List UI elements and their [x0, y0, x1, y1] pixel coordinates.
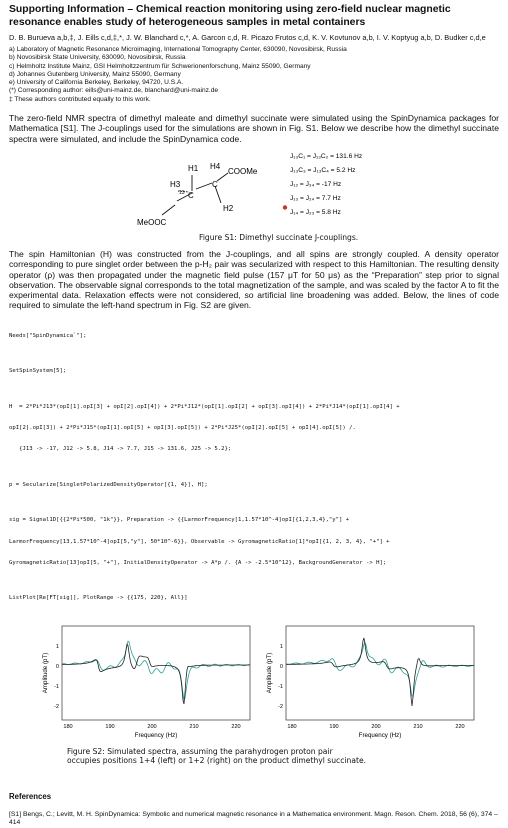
right-y-tick-1: 1 — [279, 643, 283, 650]
mol-label-h2: H2 — [223, 203, 234, 213]
left-experiment-trace — [62, 641, 250, 699]
left-x-tick-220: 220 — [231, 723, 241, 730]
code-line-6: opI[2].opI[3]) + 2*Pi*J15*(opI[1].opI[5] + opI[3].opI[5]) + 2*Pi*J25*(opI[2].opI[5] + opI[4].opI[5]) /. — [9, 425, 356, 432]
left-y-axis-label: Amplitude (pT) — [42, 652, 49, 693]
code-line-9: p = Secularize[SingletPolarizedDensityOperator[{1, 4}], H]; — [9, 481, 208, 488]
equal-contribution-note: ‡ These authors contributed equally to this work. — [9, 95, 151, 103]
affiliation-d: d) Johannes Gutenberg University, Mainz 55090, Germany — [9, 70, 181, 78]
coupling-1: J₁₃C₁ = J₁₃C₂ = 131.6 Hz — [290, 152, 363, 160]
reference-s1: [S1] Bengs, C.; Levitt, M. H. SpinDynamica: Symbolic and numerical magnetic resonance in a Mathematica environment. Magn. Reson. Chem. 2018, 56 (6), 374 – 414 — [9, 810, 498, 827]
code-block — [9, 319, 499, 617]
code-line-12: LarmorFrequency[13,1.57*10^-4]opI[5,"y"], 50*10^-6}}, Observable -> GyromagneticRatio[1]*opI[{1, 2, 3, 4}, "+"] + — [9, 538, 390, 545]
left-y-tick-0: 0 — [55, 663, 59, 670]
right-y-axis-label: Amplitude (pT) — [266, 652, 273, 693]
right-y-tick-minus1: -1 — [278, 683, 283, 690]
mol-label-13: 13 — [179, 189, 185, 196]
mol-label-coome: COOMe — [228, 166, 258, 176]
right-x-tick-200: 200 — [371, 723, 381, 730]
figure-s2-graphic — [9, 620, 499, 744]
coupling-3: J₁₂ = J₃₄ = -17 Hz — [290, 180, 342, 188]
code-line-3: SetSpinSystem[5]; — [9, 368, 67, 375]
right-y-tick-0: 0 — [279, 663, 283, 670]
left-x-tick-200: 200 — [147, 723, 157, 730]
affiliations — [9, 46, 499, 104]
right-y-tick-minus2: -2 — [278, 703, 283, 710]
right-experiment-trace — [286, 642, 474, 696]
left-x-tick-210: 210 — [189, 723, 199, 730]
mol-label-meooc: MeOOC — [137, 217, 167, 227]
left-x-axis-label: Frequency (Hz) — [134, 731, 178, 739]
code-line-5: H = 2*Pi*J13*(opI[1].opI[3] + opI[2].opI[4]) + 2*Pi*J12*(opI[1].opI[2] + opI[3].opI[4]) + 2*Pi*J14*(opI[1].opI[4] + — [9, 403, 400, 410]
mol-label-c-right: C — [212, 179, 218, 189]
code-line-1: Needs["SpinDynamica`"]; — [9, 332, 87, 339]
method-paragraph: The spin Hamiltonian (H) was constructed from the J-couplings, and all spins are strongly coupled. A density operator corresponding to pure singlet order between the p-H₂ pair was secularized with respect to this Hamiltonian. The resulting density operator (ρ) was then propagated under the magnetic field pulse (157 μT for 50 μs) as the “Preparation” step prior to signal observation. The observable signal corresponds to the total magnetization of the sample, and was scaled by the factor A to fit the experimental data. Relaxation effects were not considered, so artificial line broadening was added. Below, the lines of code required to simulate the left-hand spectrum in Fig. S2 are given. — [9, 248, 499, 311]
references-section — [9, 792, 499, 828]
coupling-marker — [283, 205, 287, 209]
right-x-tick-210: 210 — [413, 723, 423, 730]
spectrum-panel-left — [42, 626, 250, 739]
right-x-tick-190: 190 — [329, 723, 339, 730]
right-x-axis-label: Frequency (Hz) — [358, 731, 402, 739]
figure-s1-graphic — [9, 147, 499, 229]
left-x-tick-190: 190 — [105, 723, 115, 730]
author-list: D. B. Burueva a,b,‡, J. Eills c,d,‡,*, J. W. Blanchard c,*, A. Garcon c,d, R. Picazo Frutos c,d, K. V. Kovtunov a,b, I. V. Koptyug a,b, D. Budker c,d,e — [9, 33, 486, 42]
affiliation-e: e) University of California Berkeley, Berkeley, 94720, U.S.A. — [9, 79, 184, 87]
mol-label-h1: H1 — [188, 163, 199, 173]
right-x-tick-220: 220 — [455, 723, 465, 730]
mol-label-h3: H3 — [170, 179, 181, 189]
coupling-list — [283, 153, 362, 216]
code-line-15: ListPlot[Re[FT[sig]], PlotRange -> {{175, 220}, All}] — [9, 595, 188, 602]
left-simulation-trace — [62, 644, 250, 704]
right-x-tick-180: 180 — [287, 723, 297, 730]
code-line-7: {J13 -> -17, J12 -> 5.8, J14 -> 7.7, J15 -> 131.6, J25 -> 5.2}; — [9, 446, 232, 453]
figure-s2-caption: Figure S2: Simulated spectra, assuming the parahydrogen proton pair occupies positions 1+4 (left) or 1+2 (right) on the product dimethyl succinate. — [67, 746, 367, 766]
paper-title: Supporting Information – Chemical reaction monitoring using zero-field nuclear magnetic resonance enables study of heterogeneous samples in metal containers — [9, 4, 451, 28]
left-y-tick-minus1: -1 — [54, 683, 59, 690]
left-y-tick-minus2: -2 — [54, 703, 59, 710]
mol-label-h4: H4 — [210, 161, 221, 171]
left-y-tick-1: 1 — [55, 643, 59, 650]
coupling-5: J₁₄ = J₂₃ = 5.8 Hz — [290, 208, 341, 216]
molecule-structure — [137, 162, 258, 227]
corresponding-author: (*) Corresponding author: eills@uni-mainz.de, blanchard@uni-mainz.de — [9, 87, 219, 95]
left-x-tick-180: 180 — [63, 723, 73, 730]
intro-paragraph: The zero-field NMR spectra of dimethyl maleate and dimethyl succinate were simulated using the SpinDynamica packages for Mathematica [S1]. The J-couplings used for the simulations are shown in Fig. S1. Below we describe how the dimethyl succinate spectra were simulated, and include the SpinDynamica code. — [9, 113, 499, 144]
affiliation-a: a) Laboratory of Magnetic Resonance Microimaging, International Tomography Center, 630090, Novosibirsk, Russia — [9, 46, 347, 53]
code-line-13: GyromagneticRatio[13]opI[5, "+"], InitialDensityOperator -> A*p /. {A -> -2.5*10^12}, BackgroundGenerator -> H]; — [9, 559, 387, 566]
right-simulation-trace — [286, 638, 474, 706]
code-line-11: sig = Signal1D[{{2*Pi*500, "1k"}}, Preparation -> {{LarmorFrequency[1,1.57*10^-4]opI[{1,2,3,4},"y"] + — [9, 517, 350, 524]
coupling-2: J₁₃C₃ = J₁₃C₄ = 5.2 Hz — [290, 166, 356, 174]
figure-s1 — [9, 147, 499, 245]
affiliation-b: b) Novosibirsk State University, 630090, Novosibirsk, Russia — [9, 54, 186, 62]
figure-s1-caption: Figure S1: Dimethyl succinate J-couplings. — [199, 232, 359, 242]
coupling-4: J₁₃ = J₂₄ = 7.7 Hz — [290, 194, 341, 202]
mol-label-c-left: C — [188, 190, 194, 200]
affiliation-c: c) Helmholtz Institute Mainz, GSI Helmholtzzentrum für Schwerionenforschung, Mainz 55090, Germany — [9, 62, 311, 70]
references-heading: References — [9, 791, 52, 801]
spectrum-panel-right — [266, 626, 474, 739]
